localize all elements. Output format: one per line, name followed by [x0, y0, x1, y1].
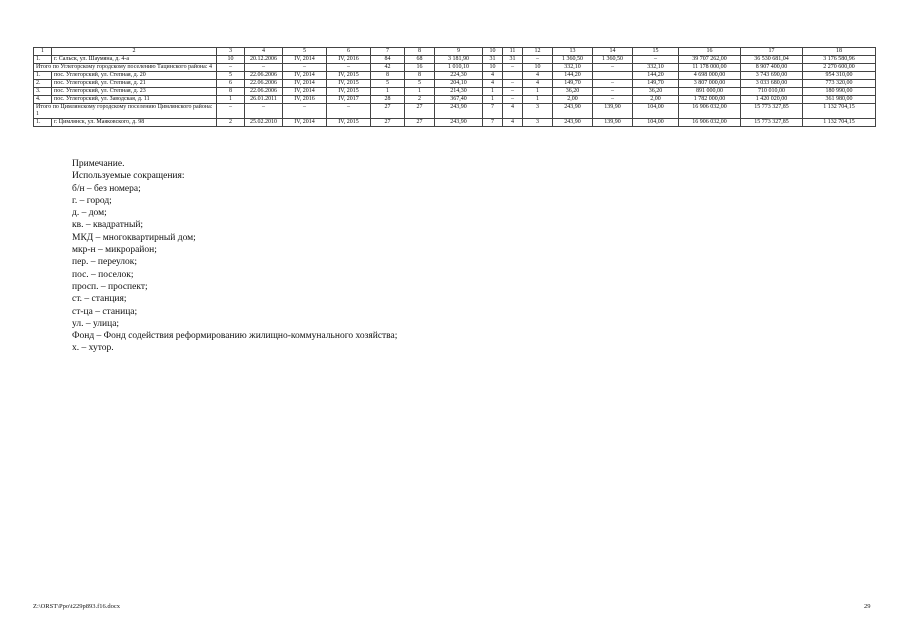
table-cell: – [503, 80, 523, 88]
table-row [34, 80, 876, 88]
table-cell: 1 [371, 88, 405, 96]
table-cell: 7 [371, 48, 405, 56]
page-number: 29 [864, 603, 871, 610]
table-cell: IV, 2015 [327, 119, 371, 127]
table-cell: 1 782 000,00 [679, 96, 741, 104]
table-cell: 1 [523, 96, 553, 104]
note-line: д. – дом; [72, 208, 107, 219]
table-cell: 18 [803, 48, 876, 56]
table-cell: 42 [371, 64, 405, 72]
table-cell: 22.06.2006 [245, 88, 283, 96]
table-cell: IV, 2015 [327, 80, 371, 88]
table-cell: 16 [679, 48, 741, 56]
table-cell: 4 [483, 72, 503, 80]
table-cell: 16 906 032,00 [679, 119, 741, 127]
table-cell: 13 [553, 48, 593, 56]
table-cell: г. Цимлянск, ул. Маяковского, д. 98 [52, 119, 217, 127]
table-cell: Итого по Углегорскому городскому поселению Тацинского района: 4 [34, 64, 217, 72]
table-cell: 4 698 000,00 [679, 72, 741, 80]
table-cell: 31 [503, 56, 523, 64]
table-cell: 5 [217, 72, 245, 80]
table-cell: IV, 2015 [327, 72, 371, 80]
table-cell: – [503, 96, 523, 104]
table-cell: 3 [217, 48, 245, 56]
table-cell: пос. Углегорский, ул. Степная, д. 20 [52, 72, 217, 80]
table-cell: 243,90 [553, 104, 593, 119]
table-row [34, 64, 876, 72]
table-cell [503, 72, 523, 80]
notes-block [72, 158, 397, 355]
table-cell: IV, 2016 [283, 96, 327, 104]
table-cell: 1 420 020,00 [741, 96, 803, 104]
table-cell: 8 [217, 88, 245, 96]
table-cell: 1 [523, 88, 553, 96]
table-cell: 4 [503, 104, 523, 119]
table-cell: 1. [34, 56, 52, 64]
table-cell: 10 [483, 48, 503, 56]
table-cell: 2 270 600,00 [803, 64, 876, 72]
table-cell: – [633, 56, 679, 64]
table-cell: 1. [34, 72, 52, 80]
table-cell: – [327, 64, 371, 72]
note-heading: Примечание. [72, 159, 125, 169]
table-cell: 3 807 000,00 [679, 80, 741, 88]
table-cell: 1 [483, 96, 503, 104]
note-line: просп. – проспект; [72, 281, 148, 292]
table-cell: 15 773 327,85 [741, 104, 803, 119]
table-cell: 204,10 [435, 80, 483, 88]
table-cell: IV, 2014 [283, 80, 327, 88]
table-cell: 4 [523, 80, 553, 88]
note-line: МКД – многоквартирный дом; [72, 232, 196, 243]
table-row [34, 96, 876, 104]
table-cell: 22.06.2006 [245, 80, 283, 88]
table-cell: 5 [371, 80, 405, 88]
table-cell: 8 907 400,00 [741, 64, 803, 72]
table-cell: – [593, 96, 633, 104]
table-cell: 954 310,00 [803, 72, 876, 80]
table-cell: 1 360,50 [593, 56, 633, 64]
table-cell: 4 [523, 72, 553, 80]
table-cell: – [283, 104, 327, 119]
table-cell: 36 530 681,04 [741, 56, 803, 64]
table-cell: – [217, 64, 245, 72]
table-cell: 15 773 327,85 [741, 119, 803, 127]
table-cell: 243,90 [553, 119, 593, 127]
note-line: ст. – станция; [72, 294, 127, 305]
table-cell: 11 [503, 48, 523, 56]
table-cell: 243,90 [435, 119, 483, 127]
table-cell: 7 [483, 104, 503, 119]
table-cell: IV, 2014 [283, 72, 327, 80]
table-cell: IV, 2017 [327, 96, 371, 104]
table-cell: – [523, 56, 553, 64]
table-cell: – [593, 80, 633, 88]
table-cell: 16 906 032,00 [679, 104, 741, 119]
table-cell: 2 [217, 119, 245, 127]
table-row [34, 88, 876, 96]
table-cell: 36,20 [633, 88, 679, 96]
table-cell: 1 132 704,15 [803, 104, 876, 119]
table-cell: – [327, 104, 371, 119]
table-cell: 180 990,00 [803, 88, 876, 96]
table-cell: – [283, 64, 327, 72]
table-cell: 4 [483, 80, 503, 88]
table-cell: 22.06.2006 [245, 72, 283, 80]
table-cell: 5 [405, 80, 435, 88]
table-cell: 2,00 [633, 96, 679, 104]
table-cell: 332,10 [553, 64, 593, 72]
table-cell: 144,20 [633, 72, 679, 80]
table-cell: – [245, 64, 283, 72]
table-cell: 2 [52, 48, 217, 56]
table-cell: 39 707 262,00 [679, 56, 741, 64]
header-row [34, 48, 876, 56]
table-cell: 10 [523, 64, 553, 72]
table-cell: 8 [405, 72, 435, 80]
table-cell: 4. [34, 96, 52, 104]
note-line: г. – город; [72, 195, 112, 206]
table-cell: – [593, 64, 633, 72]
table-cell: 14 [593, 48, 633, 56]
table-cell: – [503, 64, 523, 72]
table-cell: 3 [523, 119, 553, 127]
table-cell: 28 [371, 96, 405, 104]
table-cell: 10 [217, 56, 245, 64]
table-cell: 104,00 [633, 104, 679, 119]
table-cell: 8 [405, 48, 435, 56]
table-cell: 2,00 [553, 96, 593, 104]
table-cell: 17 [741, 48, 803, 56]
table-cell: 25.02.2010 [245, 119, 283, 127]
table-cell: 1 010,10 [435, 64, 483, 72]
table-cell: 68 [405, 56, 435, 64]
table-cell: 16 [405, 64, 435, 72]
table-row [34, 56, 876, 64]
note-line: Используемые сокращения: [72, 171, 185, 182]
table-cell: 1 132 704,15 [803, 119, 876, 127]
table-cell: 84 [371, 56, 405, 64]
table-cell: 1 [34, 48, 52, 56]
table-cell: 361 980,00 [803, 96, 876, 104]
table-body [34, 48, 876, 127]
table-row [34, 119, 876, 127]
table-cell: 139,90 [593, 119, 633, 127]
table-cell: 36,20 [553, 88, 593, 96]
table-cell: 3 176 580,96 [803, 56, 876, 64]
table-cell: 27 [371, 104, 405, 119]
table-row [34, 104, 876, 119]
table-cell: – [217, 104, 245, 119]
table-cell: – [593, 88, 633, 96]
note-line: Фонд – Фонд содействия реформированию жилищно-коммунального хозяйства; [72, 331, 398, 342]
table-cell: 1 [217, 96, 245, 104]
footer-file-path: Z:\ORST\Ppo\t229p893.f16.docx [33, 603, 121, 610]
table-cell: IV, 2014 [283, 88, 327, 96]
table-cell: 3 743 690,00 [741, 72, 803, 80]
table-cell: Итого по Цимлянскому городскому поселению Цимлянского района: 1 [34, 104, 217, 119]
table-cell: 5 [283, 48, 327, 56]
note-line: мкр-н – микрорайон; [72, 245, 157, 256]
note-line: ст-ца – станица; [72, 306, 138, 317]
table-cell: IV, 2015 [327, 88, 371, 96]
table-cell: 367,40 [435, 96, 483, 104]
table-cell: 27 [405, 119, 435, 127]
table-row [34, 72, 876, 80]
table-cell: 3 033 680,00 [741, 80, 803, 88]
table-cell: 3 [523, 104, 553, 119]
table-cell: – [503, 88, 523, 96]
table-cell: 144,20 [553, 72, 593, 80]
table-cell: IV, 2014 [283, 119, 327, 127]
table-cell: 891 000,00 [679, 88, 741, 96]
table-cell: 2. [34, 80, 52, 88]
note-line: кв. – квадратный; [72, 220, 144, 231]
table-cell: 139,90 [593, 104, 633, 119]
table-cell: 710 010,00 [741, 88, 803, 96]
table-cell: 26.01.2011 [245, 96, 283, 104]
table-cell: 4 [245, 48, 283, 56]
table-cell: 3. [34, 88, 52, 96]
table-cell: 20.12.2006 [245, 56, 283, 64]
table-cell: 773 320,00 [803, 80, 876, 88]
table-cell: 31 [483, 56, 503, 64]
table-cell: 332,10 [633, 64, 679, 72]
table-cell: 4 [503, 119, 523, 127]
table-cell: 15 [633, 48, 679, 56]
table-cell: IV, 2014 [283, 56, 327, 64]
table-cell: 2 [405, 96, 435, 104]
table-cell: 10 [483, 64, 503, 72]
table-cell: пос. Углегорский, ул. Заводская, д. 11 [52, 96, 217, 104]
note-line: х. – хутор. [72, 343, 114, 354]
table-cell: 214,30 [435, 88, 483, 96]
table-cell: 1 360,50 [553, 56, 593, 64]
note-line: б/н – без номера; [72, 183, 141, 194]
table-cell: 12 [523, 48, 553, 56]
table-cell: 1. [34, 119, 52, 127]
table-cell: 1 [483, 88, 503, 96]
table-cell: пос. Углегорский, ул. Степная, д. 21 [52, 80, 217, 88]
housing-table [33, 47, 876, 127]
table-cell: 27 [405, 104, 435, 119]
table-cell: г. Сальск, ул. Шаумяна, д. 4-а [52, 56, 217, 64]
table-cell: 1 [405, 88, 435, 96]
table-cell: – [245, 104, 283, 119]
table-cell: 8 [371, 72, 405, 80]
table-cell: 149,70 [633, 80, 679, 88]
table-cell: IV, 2016 [327, 56, 371, 64]
table-cell: 3 181,90 [435, 56, 483, 64]
table-cell: 7 [483, 119, 503, 127]
table-cell [593, 72, 633, 80]
note-line: пос. – поселок; [72, 269, 134, 280]
table-cell: 224,30 [435, 72, 483, 80]
table-cell: 6 [327, 48, 371, 56]
table-cell: 9 [435, 48, 483, 56]
table-cell: 243,90 [435, 104, 483, 119]
note-line: пер. – переулок; [72, 257, 138, 268]
table-cell: 104,00 [633, 119, 679, 127]
table-cell: 27 [371, 119, 405, 127]
note-line: ул. – улица; [72, 318, 120, 329]
table-cell: 11 178 000,00 [679, 64, 741, 72]
table-cell: 149,70 [553, 80, 593, 88]
table-cell: пос. Углегорский, ул. Степная, д. 23 [52, 88, 217, 96]
table-cell: 6 [217, 80, 245, 88]
